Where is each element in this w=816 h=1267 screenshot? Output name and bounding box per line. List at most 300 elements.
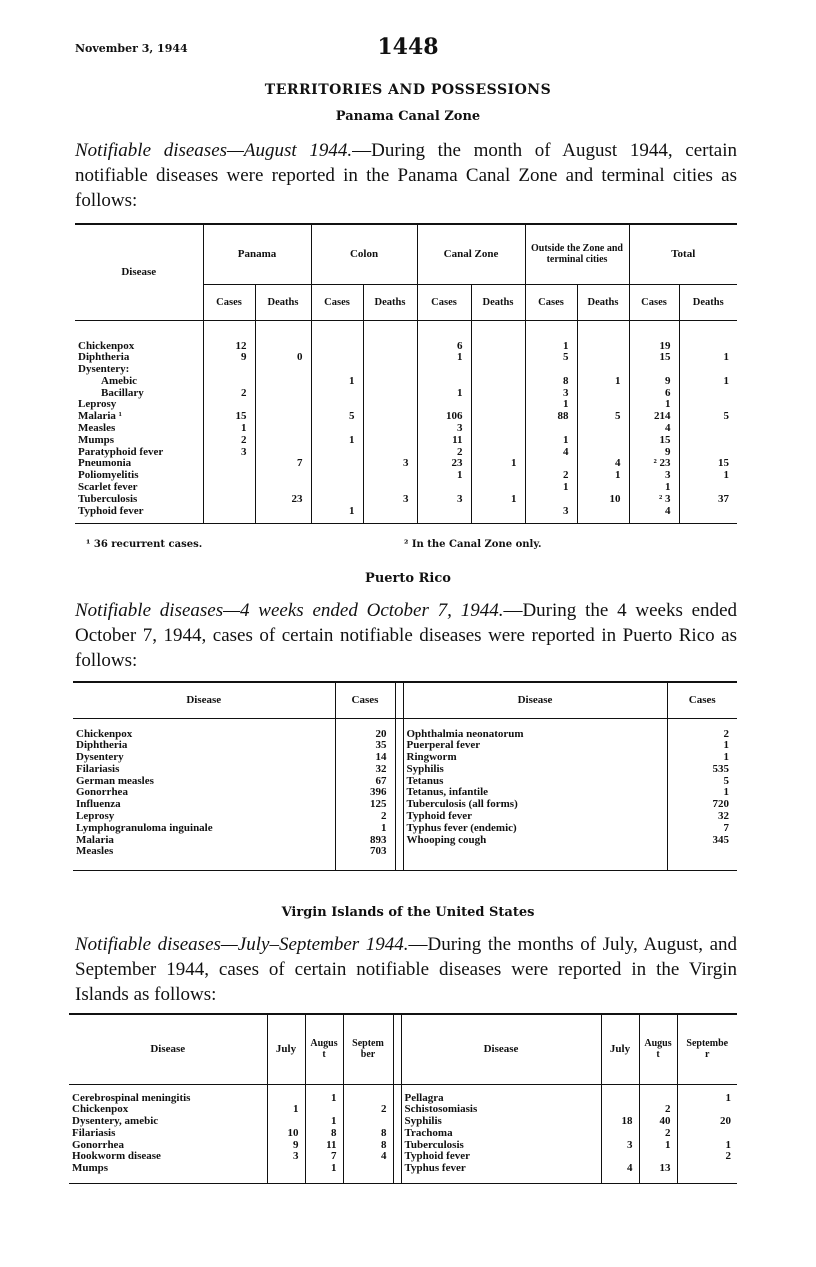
cell-value: [471, 352, 525, 364]
disease-name: Typhoid fever: [401, 1151, 601, 1163]
cell-value: [677, 1163, 737, 1175]
disease-name: Gonorrhea: [69, 1140, 267, 1152]
cell-value: 23: [255, 494, 311, 506]
cell-value: 3: [601, 1140, 639, 1152]
cell-value: [267, 1163, 305, 1175]
cell-value: [577, 364, 629, 376]
col-panama: Panama: [203, 224, 311, 284]
table-row: [73, 740, 737, 752]
cell-value: [471, 364, 525, 376]
cell-value: 88: [525, 411, 577, 423]
disease-name: Chickenpox: [75, 341, 203, 353]
cell-value: 6: [417, 341, 471, 353]
disease-name: Tuberculosis: [75, 494, 203, 506]
cell-value: [363, 411, 417, 423]
cell-value: 3: [629, 470, 679, 482]
cell-value: 15: [629, 352, 679, 364]
cell-value: 214: [629, 411, 679, 423]
cell-value: 2: [203, 388, 255, 400]
table-row: [73, 823, 737, 835]
vi-col-july-left: July: [267, 1014, 305, 1084]
pr-col-cases-left: Cases: [335, 682, 395, 718]
footnote-1: ¹ 36 recurrent cases.: [86, 539, 203, 550]
table-row: [75, 458, 737, 470]
cell-value: 1: [629, 482, 679, 494]
disease-name: Chickenpox: [69, 1104, 267, 1116]
subcol-deaths: Deaths: [679, 284, 737, 320]
cell-value: [601, 1128, 639, 1140]
cell-value: [203, 399, 255, 411]
cell-value: 1: [311, 435, 363, 447]
cell-value: [203, 470, 255, 482]
disease-name: Pneumonia: [75, 458, 203, 470]
cases-value: 1: [723, 751, 729, 764]
disease-name: Hookworm disease: [69, 1151, 267, 1163]
cases-value: 1: [723, 786, 729, 799]
cell-value: [255, 364, 311, 376]
subcol-deaths: Deaths: [363, 284, 417, 320]
cell-value: [679, 388, 737, 400]
cell-value: [363, 470, 417, 482]
cell-value: 9: [629, 447, 679, 459]
cases-value: 32: [718, 810, 729, 823]
cell-value: 5: [525, 352, 577, 364]
vi-col-september-right: September: [677, 1014, 737, 1084]
cell-value: [267, 1093, 305, 1105]
cell-value: 4: [577, 458, 629, 470]
cell-value: [639, 1093, 677, 1105]
cell-value: [577, 435, 629, 447]
cell-value: 4: [629, 506, 679, 518]
table-row: [73, 787, 737, 799]
puerto-rico-paragraph: [75, 598, 737, 673]
disease-name: Measles: [73, 846, 335, 858]
table-row: [69, 1151, 737, 1163]
cell-value: [577, 399, 629, 411]
cell-value: 1: [417, 352, 471, 364]
disease-name: Influenza: [73, 799, 335, 811]
vi-col-september-left: September: [343, 1014, 393, 1084]
subcol-cases: Cases: [417, 284, 471, 320]
footnote-2: ² In the Canal Zone only.: [404, 539, 542, 550]
panama-table: [75, 223, 737, 524]
pr-col-cases-right: Cases: [667, 682, 737, 718]
cell-value: ² 3: [629, 494, 679, 506]
cell-value: [471, 411, 525, 423]
cell-value: [679, 506, 737, 518]
vi-col-disease-left: Disease: [69, 1014, 267, 1084]
table-row: [75, 376, 737, 388]
cell-value: [577, 352, 629, 364]
cell-value: 1: [577, 376, 629, 388]
cell-value: 106: [417, 411, 471, 423]
cell-value: [471, 376, 525, 388]
cell-value: [471, 482, 525, 494]
cases-value: 345: [712, 833, 729, 846]
cell-value: [471, 435, 525, 447]
table-row: [69, 1128, 737, 1140]
cell-value: 15: [629, 435, 679, 447]
cell-value: 7: [305, 1151, 343, 1163]
cell-value: 10: [577, 494, 629, 506]
table-row: [73, 764, 737, 776]
disease-name: Typhoid fever: [75, 506, 203, 518]
panama-paragraph: [75, 138, 737, 213]
cell-value: [311, 388, 363, 400]
disease-name: Chickenpox: [73, 729, 335, 741]
cell-value: [311, 470, 363, 482]
subcol-cases: Cases: [525, 284, 577, 320]
cell-value: 18: [601, 1116, 639, 1128]
disease-name: Malaria: [73, 835, 335, 847]
disease-name: Leprosy: [73, 811, 335, 823]
cell-value: 1: [471, 494, 525, 506]
cell-value: [471, 423, 525, 435]
col-outside: Outside the Zone and terminal cities: [525, 224, 629, 284]
disease-name: Syphilis: [403, 764, 667, 776]
cell-value: 1: [525, 435, 577, 447]
cell-value: 1: [311, 376, 363, 388]
cell-value: 40: [639, 1116, 677, 1128]
cell-value: [311, 482, 363, 494]
subcol-cases: Cases: [203, 284, 255, 320]
cases-value: 703: [335, 846, 395, 858]
cell-value: [471, 470, 525, 482]
disease-name: Filariasis: [69, 1128, 267, 1140]
cell-value: 2: [343, 1104, 393, 1116]
disease-name: Diphtheria: [73, 740, 335, 752]
disease-name: Amebic: [75, 376, 203, 388]
disease-name: Pellagra: [401, 1093, 601, 1105]
cell-value: [311, 494, 363, 506]
cell-value: [417, 506, 471, 518]
cell-value: [417, 376, 471, 388]
cell-value: [471, 388, 525, 400]
cell-value: 2: [639, 1128, 677, 1140]
disease-name: Gonorrhea: [73, 787, 335, 799]
disease-name: Tetanus, infantile: [403, 787, 667, 799]
table-row: [73, 729, 737, 741]
disease-name: Dysentery:: [75, 364, 203, 376]
cases-value: 20: [335, 729, 395, 741]
cell-value: [311, 352, 363, 364]
cell-value: [525, 458, 577, 470]
disease-name: Dysentery: [73, 752, 335, 764]
cell-value: 1: [305, 1163, 343, 1175]
disease-name: Ringworm: [403, 752, 667, 764]
cell-value: 1: [525, 482, 577, 494]
cell-value: 1: [723, 351, 729, 364]
cell-value: [577, 341, 629, 353]
table-row: [75, 470, 737, 482]
cell-value: [363, 341, 417, 353]
cell-value: 4: [629, 423, 679, 435]
cell-value: 8: [305, 1128, 343, 1140]
cell-value: [639, 1151, 677, 1163]
cell-value: [311, 364, 363, 376]
disease-name: Tuberculosis: [401, 1140, 601, 1152]
table-row: [75, 411, 737, 423]
cell-value: [471, 341, 525, 353]
cell-value: 23: [417, 458, 471, 470]
vi-col-august-right: August: [639, 1014, 677, 1084]
cases-value: 7: [723, 821, 729, 834]
cell-value: [577, 447, 629, 459]
cell-value: 9: [629, 376, 679, 388]
virgin-islands-title: Virgin Islands of the United States: [281, 905, 535, 920]
cell-value: 2: [203, 435, 255, 447]
cases-value: 720: [712, 798, 729, 811]
cell-value: 4: [343, 1151, 393, 1163]
cases-value: 5: [723, 774, 729, 787]
cell-value: [255, 388, 311, 400]
table-row: [69, 1163, 737, 1175]
cell-value: 1: [417, 388, 471, 400]
cell-value: 1: [723, 374, 729, 387]
cell-value: [525, 364, 577, 376]
table-row: [75, 364, 737, 376]
subcol-deaths: Deaths: [577, 284, 629, 320]
cell-value: 3: [525, 388, 577, 400]
cell-value: 2: [417, 447, 471, 459]
cell-value: 2: [725, 1150, 731, 1163]
cell-value: 5: [311, 411, 363, 423]
disease-name: Leprosy: [75, 399, 203, 411]
cell-value: 15: [718, 457, 729, 470]
cell-value: [363, 388, 417, 400]
subcol-cases: Cases: [311, 284, 363, 320]
cell-value: [255, 376, 311, 388]
cell-value: [255, 399, 311, 411]
pr-col-disease-left: Disease: [73, 682, 335, 718]
disease-name: Puerperal fever: [403, 740, 667, 752]
cell-value: 8: [343, 1128, 393, 1140]
cell-value: [601, 1104, 639, 1116]
cell-value: 3: [417, 423, 471, 435]
cell-value: [203, 506, 255, 518]
cell-value: 20: [720, 1115, 731, 1128]
disease-name: Bacillary: [75, 388, 203, 400]
cell-value: [343, 1163, 393, 1175]
disease-name: Dysentery, amebic: [69, 1116, 267, 1128]
vi-col-disease-right: Disease: [401, 1014, 601, 1084]
table-row: [75, 388, 737, 400]
disease-name: Filariasis: [73, 764, 335, 776]
table-row: [75, 341, 737, 353]
cell-value: 3: [525, 506, 577, 518]
cell-value: 13: [639, 1163, 677, 1175]
cell-value: [601, 1151, 639, 1163]
cell-value: 9: [203, 352, 255, 364]
cell-value: [311, 399, 363, 411]
cell-value: 4: [525, 447, 577, 459]
cell-value: [601, 1093, 639, 1105]
subcol-deaths: Deaths: [471, 284, 525, 320]
cell-value: [577, 482, 629, 494]
cell-value: 2: [639, 1104, 677, 1116]
cases-value: 2: [723, 727, 729, 740]
cell-value: [471, 506, 525, 518]
cell-value: [363, 435, 417, 447]
cell-value: 1: [203, 423, 255, 435]
cell-value: [525, 423, 577, 435]
cell-value: 3: [417, 494, 471, 506]
panama-text: —During the month of August 1944, certain notifiable diseases were reported in the Panama Canal Zone and terminal cities as follows:: [75, 140, 737, 211]
disease-name: Typhus fever (endemic): [403, 823, 667, 835]
cases-value: 14: [335, 752, 395, 764]
table-row: [69, 1093, 737, 1105]
disease-name: Measles: [75, 423, 203, 435]
cell-value: [255, 506, 311, 518]
disease-name: Typhus fever: [401, 1163, 601, 1175]
subcol-deaths: Deaths: [255, 284, 311, 320]
cell-value: 9: [267, 1140, 305, 1152]
cell-value: 11: [417, 435, 471, 447]
cases-value: 396: [335, 787, 395, 799]
vi-col-august-left: August: [305, 1014, 343, 1084]
cell-value: [311, 458, 363, 470]
cases-value: 32: [335, 764, 395, 776]
cell-value: [311, 341, 363, 353]
disease-name: Whooping cough: [403, 835, 667, 847]
cell-value: 8: [525, 376, 577, 388]
cell-value: 1: [577, 470, 629, 482]
cell-value: [363, 423, 417, 435]
table-row: [73, 846, 737, 858]
cell-value: [525, 494, 577, 506]
cell-value: 8: [343, 1140, 393, 1152]
cell-value: 10: [267, 1128, 305, 1140]
cell-value: [629, 364, 679, 376]
cell-value: 7: [255, 458, 311, 470]
cell-value: [203, 494, 255, 506]
cases-value: 35: [335, 740, 395, 752]
cell-value: 6: [629, 388, 679, 400]
cell-value: 19: [629, 341, 679, 353]
cell-value: 1: [305, 1093, 343, 1105]
cell-value: [255, 435, 311, 447]
disease-name: Mumps: [75, 435, 203, 447]
table-row: [69, 1104, 737, 1116]
puerto-rico-lead: Notifiable diseases—4 weeks ended October 7, 1944.: [75, 600, 504, 621]
subcol-cases: Cases: [629, 284, 679, 320]
cell-value: 1: [305, 1116, 343, 1128]
cases-value: 535: [712, 762, 729, 775]
cell-value: [363, 376, 417, 388]
cell-value: [577, 423, 629, 435]
cell-value: [679, 435, 737, 447]
col-total: Total: [629, 224, 737, 284]
cases-value: 1: [723, 739, 729, 752]
puerto-rico-table: [73, 681, 737, 871]
disease-name: Ophthalmia neonatorum: [403, 729, 667, 741]
col-disease: Disease: [75, 224, 203, 320]
cell-value: [471, 399, 525, 411]
cell-value: 11: [305, 1140, 343, 1152]
col-colon: Colon: [311, 224, 417, 284]
table-row: [75, 435, 737, 447]
cell-value: [363, 506, 417, 518]
cases-value: 2: [335, 811, 395, 823]
cell-value: [267, 1116, 305, 1128]
disease-name: Typhoid fever: [403, 811, 667, 823]
cell-value: 1: [723, 469, 729, 482]
cell-value: [471, 447, 525, 459]
disease-name: Malaria ¹: [75, 411, 203, 423]
cell-value: 12: [203, 341, 255, 353]
page-number: 1448: [377, 34, 439, 60]
cell-value: [305, 1104, 343, 1116]
disease-name: Poliomyelitis: [75, 470, 203, 482]
cell-value: 3: [203, 447, 255, 459]
disease-name: Syphilis: [401, 1116, 601, 1128]
cell-value: 1: [311, 506, 363, 518]
puerto-rico-title: Puerto Rico: [365, 571, 451, 586]
table-row: [69, 1116, 737, 1128]
cell-value: 1: [525, 399, 577, 411]
cell-value: 1: [725, 1091, 731, 1104]
table-row: [73, 835, 737, 847]
cell-value: 15: [203, 411, 255, 423]
cell-value: [203, 458, 255, 470]
cell-value: [363, 399, 417, 411]
disease-name: Tuberculosis (all forms): [403, 799, 667, 811]
disease-name: Mumps: [69, 1163, 267, 1175]
cell-value: 1: [267, 1104, 305, 1116]
disease-name: Scarlet fever: [75, 482, 203, 494]
cell-value: 5: [723, 410, 729, 423]
disease-name: Schistosomiasis: [401, 1104, 601, 1116]
disease-name: Diphtheria: [75, 352, 203, 364]
disease-name: Lymphogranuloma inguinale: [73, 823, 335, 835]
cell-value: ² 23: [629, 458, 679, 470]
pr-col-disease-right: Disease: [403, 682, 667, 718]
cell-value: [255, 470, 311, 482]
table-row: [75, 423, 737, 435]
cell-value: [577, 388, 629, 400]
disease-name: German measles: [73, 776, 335, 788]
table-row: [75, 352, 737, 364]
cases-value: 893: [335, 835, 395, 847]
table-row: [73, 776, 737, 788]
cell-value: [203, 364, 255, 376]
virgin-islands-table: [69, 1013, 737, 1184]
section-title: TERRITORIES AND POSSESSIONS: [264, 82, 552, 98]
cell-value: 5: [577, 411, 629, 423]
cell-value: [255, 423, 311, 435]
cell-value: 1: [725, 1138, 731, 1151]
virgin-islands-paragraph: [75, 932, 737, 1007]
col-canal-zone: Canal Zone: [417, 224, 525, 284]
table-row: [75, 506, 737, 518]
cell-value: 2: [525, 470, 577, 482]
table-row: [73, 799, 737, 811]
cell-value: 3: [267, 1151, 305, 1163]
table-row: [69, 1140, 737, 1152]
cell-value: [679, 423, 737, 435]
cell-value: 37: [718, 492, 729, 505]
cell-value: 4: [601, 1163, 639, 1175]
cell-value: [363, 364, 417, 376]
table-row: [75, 399, 737, 411]
disease-name: Tetanus: [403, 776, 667, 788]
cases-value: 125: [335, 799, 395, 811]
cell-value: [417, 364, 471, 376]
cell-value: 1: [417, 470, 471, 482]
cell-value: 1: [639, 1140, 677, 1152]
disease-name: Trachoma: [401, 1128, 601, 1140]
cell-value: [311, 423, 363, 435]
